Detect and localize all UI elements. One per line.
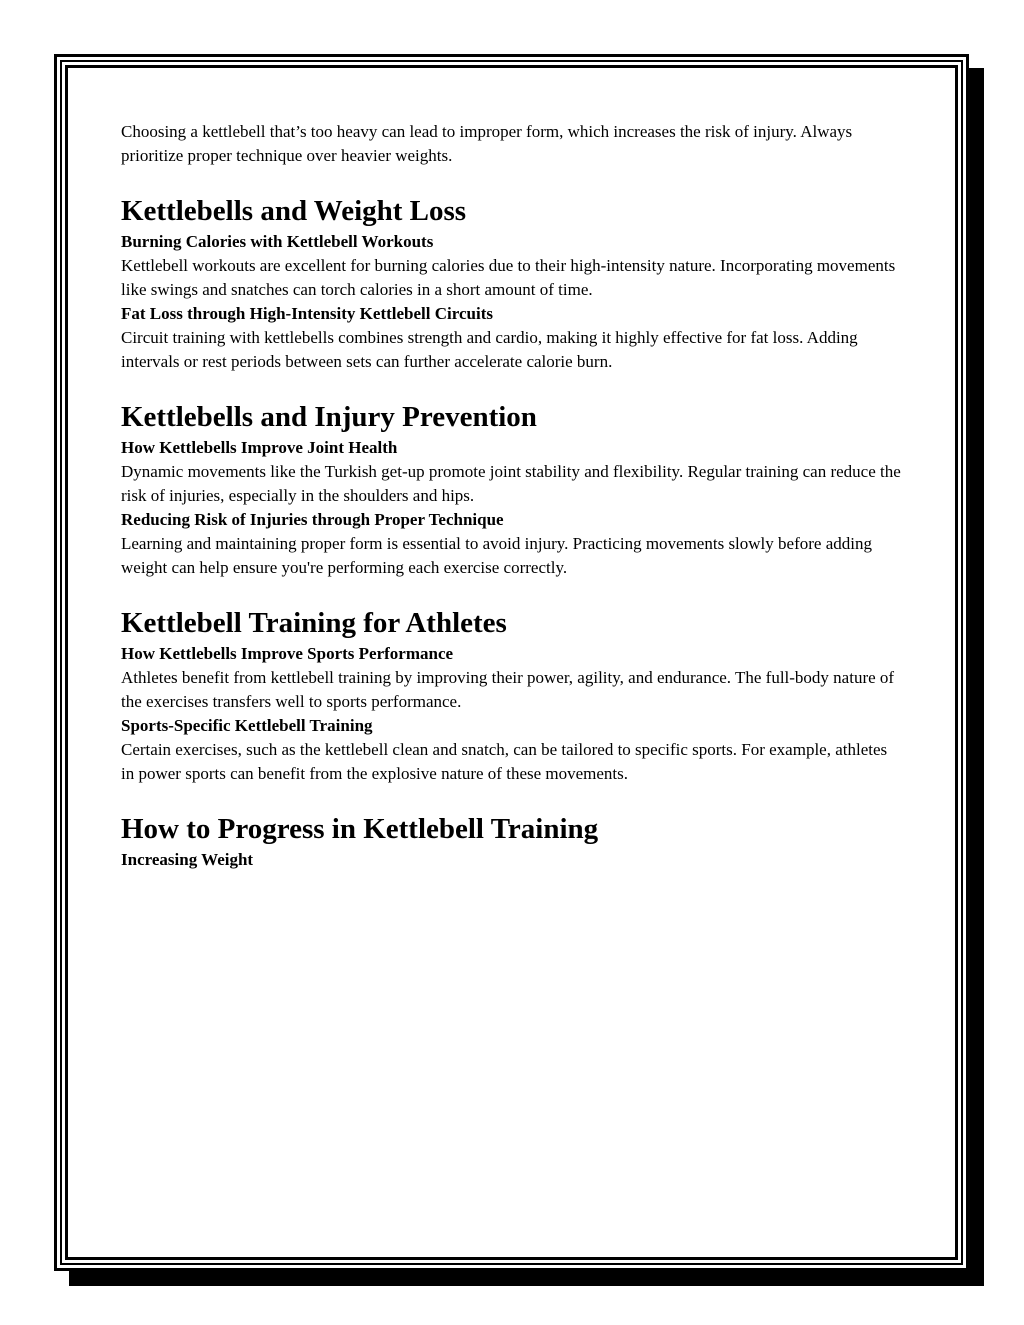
section-heading-athletes: Kettlebell Training for Athletes (121, 607, 507, 639)
paragraph-sports-performance: Athletes benefit from kettlebell training by improving their power, agility, and endurance. The full-body nature of the exercises transfers well to sports performance. (121, 668, 895, 711)
paragraph-proper-technique: Learning and maintaining proper form is essential to avoid injury. Practicing movements slowly before adding weight can help ensure you're performing each exercise correctly. (121, 534, 872, 577)
section-heading-injury-prevention: Kettlebells and Injury Prevention (121, 401, 537, 433)
section-heading-weight-loss: Kettlebells and Weight Loss (121, 195, 467, 227)
subsection-heading-sports-specific: Sports-Specific Kettlebell Training (121, 716, 373, 735)
subsection-heading-increasing-weight: Increasing Weight (121, 850, 254, 869)
paragraph-fat-loss: Circuit training with kettlebells combines strength and cardio, making it highly effective for fat loss. Adding intervals or rest periods between sets can further accelerate calorie burn. (121, 328, 858, 371)
section-heading-progress: How to Progress in Kettlebell Training (121, 813, 599, 845)
subsection-heading-joint-health: How Kettlebells Improve Joint Health (121, 438, 398, 457)
paragraph-sports-specific: Certain exercises, such as the kettlebell clean and snatch, can be tailored to specific sports. For example, athletes in power sports can benefit from the explosive nature of these movements. (121, 740, 888, 783)
intro-paragraph: Choosing a kettlebell that’s too heavy can lead to improper form, which increases the risk of injury. Always prioritize proper technique over heavier weights. (121, 122, 853, 165)
paragraph-joint-health: Dynamic movements like the Turkish get-up promote joint stability and flexibility. Regular training can reduce the risk of injuries, especially in the shoulders and hips. (121, 462, 901, 505)
subsection-heading-burning-calories: Burning Calories with Kettlebell Workouts (121, 232, 434, 251)
document-body (121, 120, 901, 872)
subsection-heading-fat-loss: Fat Loss through High-Intensity Kettlebell Circuits (121, 304, 493, 323)
paragraph-burning-calories: Kettlebell workouts are excellent for burning calories due to their high-intensity nature. Incorporating movements like swings and snatches can torch calories in a short amount of time. (121, 256, 896, 299)
subsection-heading-proper-technique: Reducing Risk of Injuries through Proper Technique (121, 510, 504, 529)
subsection-heading-sports-performance: How Kettlebells Improve Sports Performance (121, 644, 454, 663)
